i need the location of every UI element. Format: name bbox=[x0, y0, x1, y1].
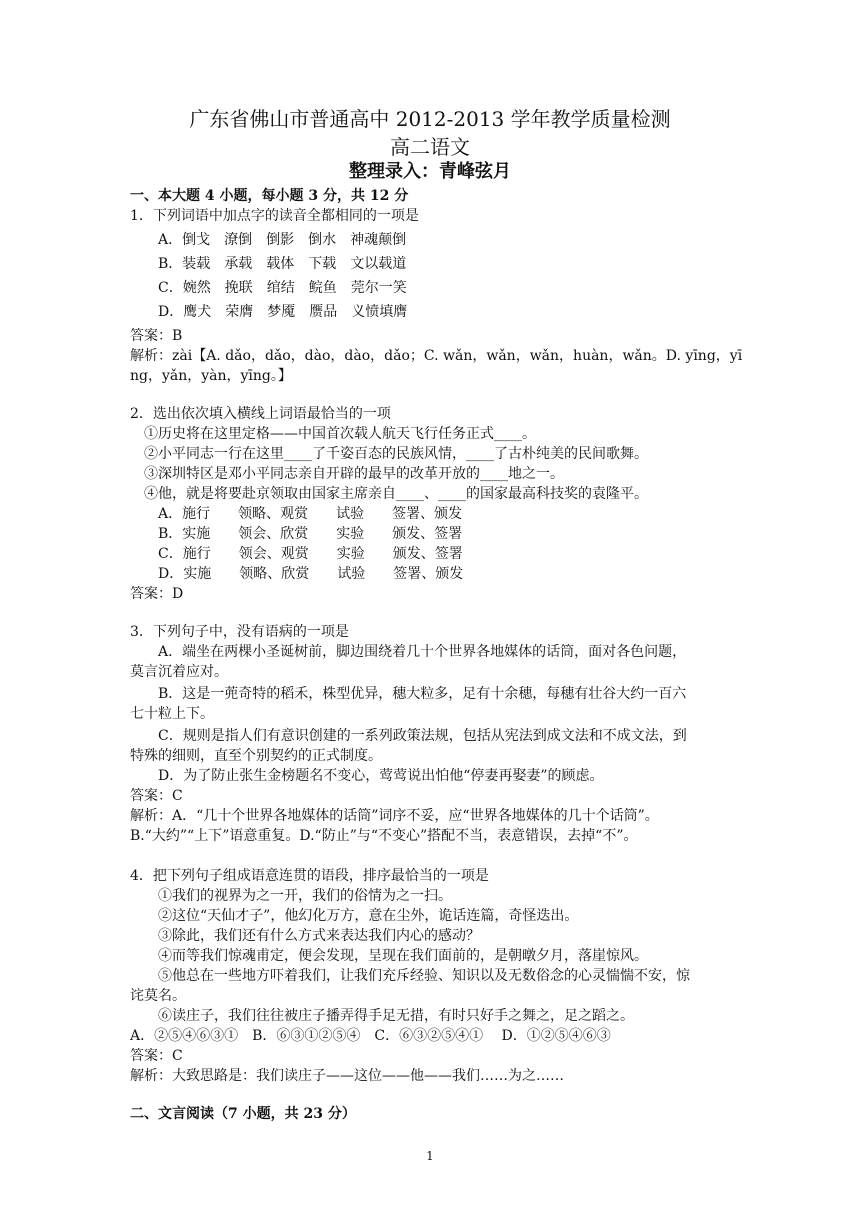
q2-option-b: B．实施 领会、欣赏 实验 颁发、签署 bbox=[158, 526, 463, 542]
q4-sentence-5-line1: ⑤他总在一些地方吓着我们，让我们充斥经验、知识以及无数俗念的心灵惴惴不安，惊 bbox=[158, 968, 690, 984]
q3-option-a-line2: 莫言沉着应对。 bbox=[130, 664, 228, 680]
q2-sentence-4: ④他，就是将要赴京领取由国家主席亲自____、____的国家最高科技奖的袁隆平。 bbox=[144, 486, 648, 502]
q3-option-b-line1: B．这是一蔸奇特的稻禾，株型优异，穗大粒多，足有十余穗，每穗有壮谷大约一百六 bbox=[158, 686, 687, 702]
q4-sentence-5-line2: 诧莫名。 bbox=[130, 988, 186, 1004]
q4-answer: 答案：C bbox=[130, 1048, 183, 1064]
q2-option-c: C．施行 领会、观赏 实验 颁发、签署 bbox=[158, 546, 463, 562]
q4-options: A．②⑤④⑥③① B．⑥③①②⑤④ C．⑥③②⑤④① D．①②⑤④⑥③ bbox=[130, 1028, 611, 1044]
q1-stem: 1．下列词语中加点字的读音全都相同的一项是 bbox=[130, 208, 419, 224]
q1-option-c: C．婉然 挽联 绾结 鲩鱼 莞尔一笑 bbox=[158, 280, 407, 296]
q4-stem: 4．把下列句子组成语意连贯的语段，排序最恰当的一项是 bbox=[130, 868, 489, 884]
q1-analysis-line2: ng，yǎn，yàn，yīng。】 bbox=[130, 368, 292, 384]
section1-heading: 一、本大题 4 小题，每小题 3 分，共 12 分 bbox=[130, 188, 409, 204]
q3-option-c-line2: 特殊的细则，直至个别契约的正式制度。 bbox=[130, 748, 382, 764]
q4-sentence-4: ④而等我们惊魂甫定，便会发现，呈现在我们面前的，是朝暾夕月，落崖惊风。 bbox=[158, 948, 648, 964]
q3-analysis-line1: 解析：A．“几十个世界各地媒体的话筒”词序不妥，应“世界各地媒体的几十个话筒”。 bbox=[130, 808, 659, 824]
q1-option-b: B．装载 承载 载体 下载 文以载道 bbox=[158, 256, 407, 272]
q2-sentence-2: ②小平同志一行在这里____了千姿百态的民族风情，____了古朴纯美的民间歌舞。 bbox=[144, 446, 648, 462]
q3-analysis-line2: B.“大约”“上下”语意重复。D.“防止”与“不变心”搭配不当，表意错误，去掉“不”。 bbox=[130, 828, 638, 844]
q3-option-a-line1: A．端坐在两棵小圣诞树前，脚边围绕着几十个世界各地媒体的话筒，面对各色问题， bbox=[158, 644, 687, 660]
q4-analysis: 解析：大致思路是：我们读庄子——这位——他——我们……为之…… bbox=[130, 1068, 564, 1084]
compiler-line: 整理录入：青峰弦月 bbox=[349, 161, 511, 182]
q2-stem: 2．选出依次填入横线上词语最恰当的一项 bbox=[130, 406, 391, 422]
q3-stem: 3．下列句子中，没有语病的一项是 bbox=[130, 624, 349, 640]
q4-sentence-3: ③除此，我们还有什么方式来表达我们内心的感动？ bbox=[158, 928, 480, 944]
q4-sentence-2: ②这位“天仙才子”，他幻化万方，意在尘外，诡话连篇，奇怪迭出。 bbox=[158, 908, 579, 924]
q3-option-b-line2: 七十粒上下。 bbox=[130, 706, 214, 722]
page-number: 1 bbox=[426, 1149, 434, 1163]
q2-option-a: A．施行 领略、观赏 试验 签署、颁发 bbox=[158, 506, 463, 522]
q2-sentence-1: ①历史将在这里定格——中国首次载人航天飞行任务正式____。 bbox=[144, 426, 536, 442]
q3-option-d: D．为了防止张生金榜题名不变心，莺莺说出怕他“停妻再娶妻”的顾虑。 bbox=[158, 768, 604, 784]
q2-answer: 答案：D bbox=[130, 586, 184, 602]
q1-option-d: D．鹰犬 荣膺 梦魇 赝品 义愤填膺 bbox=[158, 304, 408, 320]
section2-heading: 二、文言阅读（7 小题，共 23 分） bbox=[130, 1106, 356, 1122]
q1-answer: 答案：B bbox=[130, 328, 183, 344]
q4-sentence-1: ①我们的视界为之一开，我们的俗情为之一扫。 bbox=[158, 888, 452, 904]
subject-title: 高二语文 bbox=[390, 135, 470, 159]
q1-option-a: A．倒戈 潦倒 倒影 倒水 神魂颠倒 bbox=[158, 232, 407, 248]
document-title: 广东省佛山市普通高中 2012-2013 学年教学质量检测 bbox=[189, 107, 671, 131]
q2-option-d: D．实施 领略、欣赏 试验 签署、颁发 bbox=[158, 566, 464, 582]
q4-sentence-6: ⑥读庄子，我们往往被庄子播弄得手足无措，有时只好手之舞之，足之蹈之。 bbox=[158, 1008, 634, 1024]
q3-answer: 答案：C bbox=[130, 788, 183, 804]
q1-analysis-line1: 解析：zài【A. dǎo，dǎo，dào，dào，dǎo；C. wǎn，wǎn，wǎn，huàn，wǎn。D. yīng，yī bbox=[130, 348, 743, 364]
q2-sentence-3: ③深圳特区是邓小平同志亲自开辟的最早的改革开放的____地之一。 bbox=[144, 466, 564, 482]
q3-option-c-line1: C．规则是指人们有意识创建的一系列政策法规，包括从宪法到成文法和不成文法，到 bbox=[158, 728, 687, 744]
